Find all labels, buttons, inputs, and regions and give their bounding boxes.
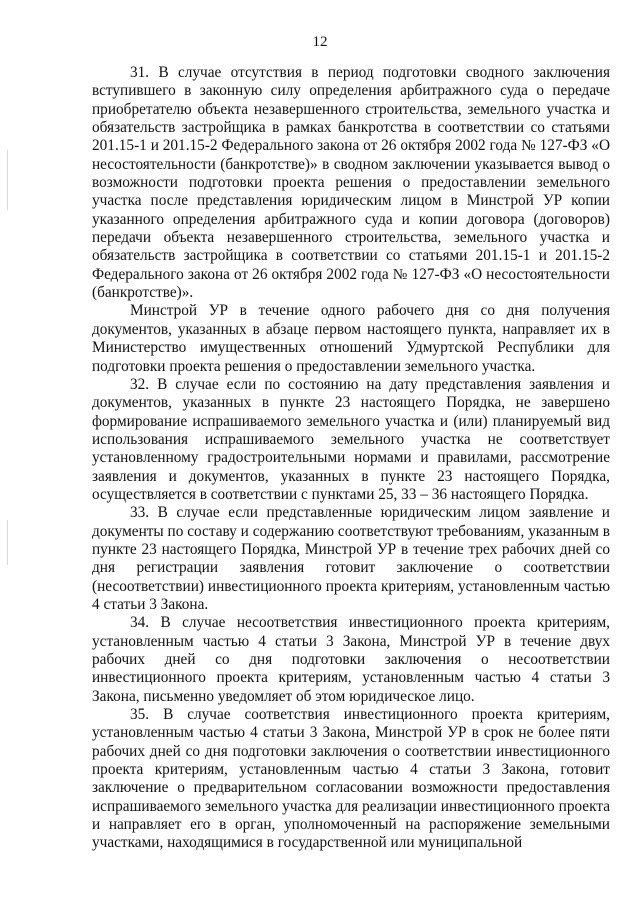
scan-edge-mark	[7, 520, 8, 565]
paragraph-31-second-part: Минстрой УР в течение одного рабочего дня со дня получения документов, указанных в абзаце первом настоящего пункта, направляет их в Министерство имущественных отношений Удмуртской Республики для подготовки проекта решения о предоставлении земельного участка.	[92, 302, 610, 375]
scan-edge-mark	[7, 150, 8, 210]
document-body	[92, 64, 610, 853]
paragraph-31: 31. В случае отсутствия в период подготовки сводного заключения вступившего в законную силу определения арбитражного суда о передаче приобретателю объекта незавершенного строительства, земельного участка и обязательств застройщика в рамках банкротства в соответствии со статьями 201.15-1 и 201.15-2 Федерального закона от 26 октября 2002 года № 127-ФЗ «О несостоятельности (банкротстве)» в сводном заключении указывается вывод о возможности подготовки проекта решения о предоставлении земельного участка после представления юридическим лицом в Минстрой УР копии указанного определения арбитражного суда и копии договора (договоров) передачи объекта незавершенного строительства, земельного участка и обязательств застройщика в соответствии со статьями 201.15-1 и 201.15-2 Федерального закона от 26 октября 2002 года № 127-ФЗ «О несостоятельности (банкротстве)».	[92, 64, 610, 302]
paragraph-34: 34. В случае несоответствия инвестиционного проекта критериям, установленным частью 4 статьи 3 Закона, Минстрой УР в течение двух рабочих дней со дня подготовки заключения о несоответствии инвестиционного проекта критериям, установленным частью 4 статьи 3 Закона, письменно уведомляет об этом юридическое лицо.	[92, 614, 610, 705]
paragraph-35: 35. В случае соответствия инвестиционного проекта критериям, установленным частью 4 статьи 3 Закона, Минстрой УР в срок не более пяти рабочих дней со дня подготовки заключения о соответствии инвестиционного проекта критериям, установленным частью 4 статьи 3 Закона, готовит заключение о предварительном согласовании возможности предоставления испрашиваемого земельного участка для реализации инвестиционного проекта и направляет его в орган, уполномоченный на распоряжение земельными участками, находящимися в государственной или муниципальной	[92, 706, 610, 852]
page-number: 12	[312, 34, 328, 50]
paragraph-32: 32. В случае если по состоянию на дату представления заявления и документов, указанных в пункте 23 настоящего Порядка, не завершено формирование испрашиваемого земельного участка и (или) планируемый вид использования испрашиваемого земельного участка не соответствует установленному градостроительными нормами и правилами, рассмотрение заявления и документов, указанных в пункте 23 настоящего Порядка, осуществляется в соответствии с пунктами 25, 33 – 36 настоящего Порядка.	[92, 375, 610, 503]
paragraph-33: 33. В случае если представленные юридическим лицом заявление и документы по составу и содержанию соответствуют требованиям, указанным в пункте 23 настоящего Порядка, Минстрой УР в течение трех рабочих дней со дня регистрации заявления готовит заключение о соответствии (несоответствии) инвестиционного проекта критериям, установленным частью 4 статьи 3 Закона.	[92, 504, 610, 613]
